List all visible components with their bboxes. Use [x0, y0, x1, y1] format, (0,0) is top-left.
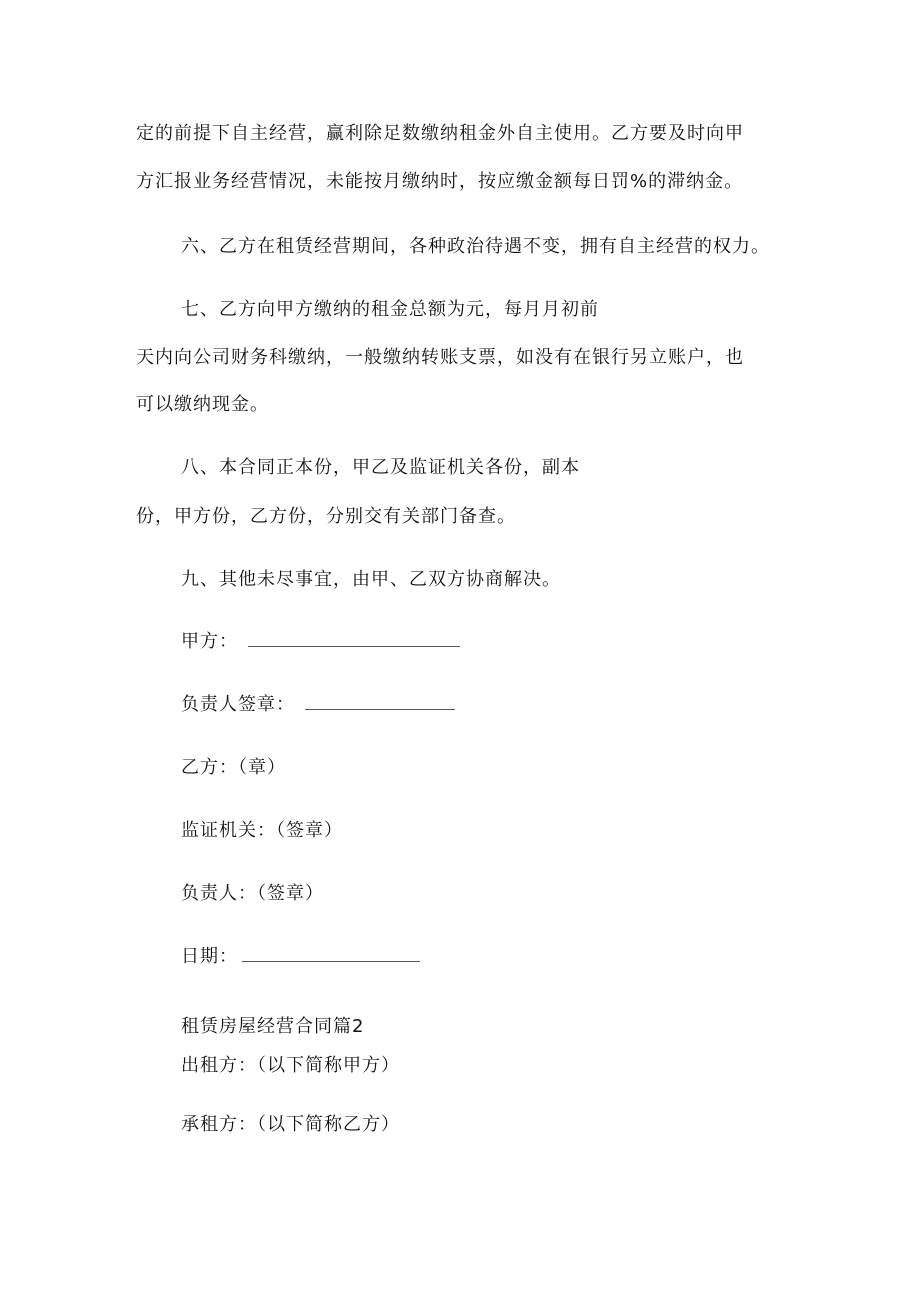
- paragraph-8-line-1: 八、本合同正本份，甲乙及监证机关各份，副本: [181, 457, 580, 478]
- paragraph-6: 六、乙方在租赁经营期间，各种政治待遇不变，拥有自主经营的权力。: [181, 236, 770, 257]
- paragraph-9: 九、其他未尽事宜，由甲、乙双方协商解决。: [181, 569, 561, 590]
- witness-authority-seal: 监证机关：（签章）: [181, 820, 343, 841]
- paragraph-8-line-2: 份，甲方份，乙方份，分别交有关部门备查。: [136, 506, 516, 527]
- party-a-signature-line: [181, 630, 460, 654]
- responsible-person-seal: 负责人：（签章）: [181, 883, 324, 904]
- lessor-line: 出租方：（以下简称甲方）: [181, 1055, 400, 1076]
- paragraph-7-line-3: 可以缴纳现金。: [136, 394, 269, 415]
- paragraph-5-line-1: 定的前提下自主经营，赢利除足数缴纳租金外自主使用。乙方要及时向甲: [136, 123, 744, 144]
- contract-2-title: 租赁房屋经营合同篇2: [181, 1016, 365, 1037]
- party-b-seal: 乙方：（章）: [181, 757, 286, 778]
- lessee-line: 承租方：（以下简称乙方）: [181, 1114, 400, 1135]
- party-a-blank[interactable]: [248, 632, 460, 647]
- responsible-signature-line: [181, 693, 455, 717]
- date-blank[interactable]: [242, 947, 420, 962]
- responsible-sign-blank[interactable]: [305, 695, 455, 710]
- responsible-sign-label: 负责人签章：: [181, 694, 295, 715]
- paragraph-7-line-2: 天内向公司财务科缴纳，一般缴纳转账支票，如没有在银行另立账户，也: [136, 347, 744, 368]
- paragraph-5-line-2: 方汇报业务经营情况，未能按月缴纳时，按应缴金额每日罚%的滞纳金。: [136, 171, 744, 192]
- date-line: [181, 945, 420, 969]
- party-a-label: 甲方：: [181, 631, 238, 652]
- date-label: 日期：: [181, 946, 238, 967]
- paragraph-7-line-1: 七、乙方向甲方缴纳的租金总额为元，每月月初前: [181, 299, 599, 320]
